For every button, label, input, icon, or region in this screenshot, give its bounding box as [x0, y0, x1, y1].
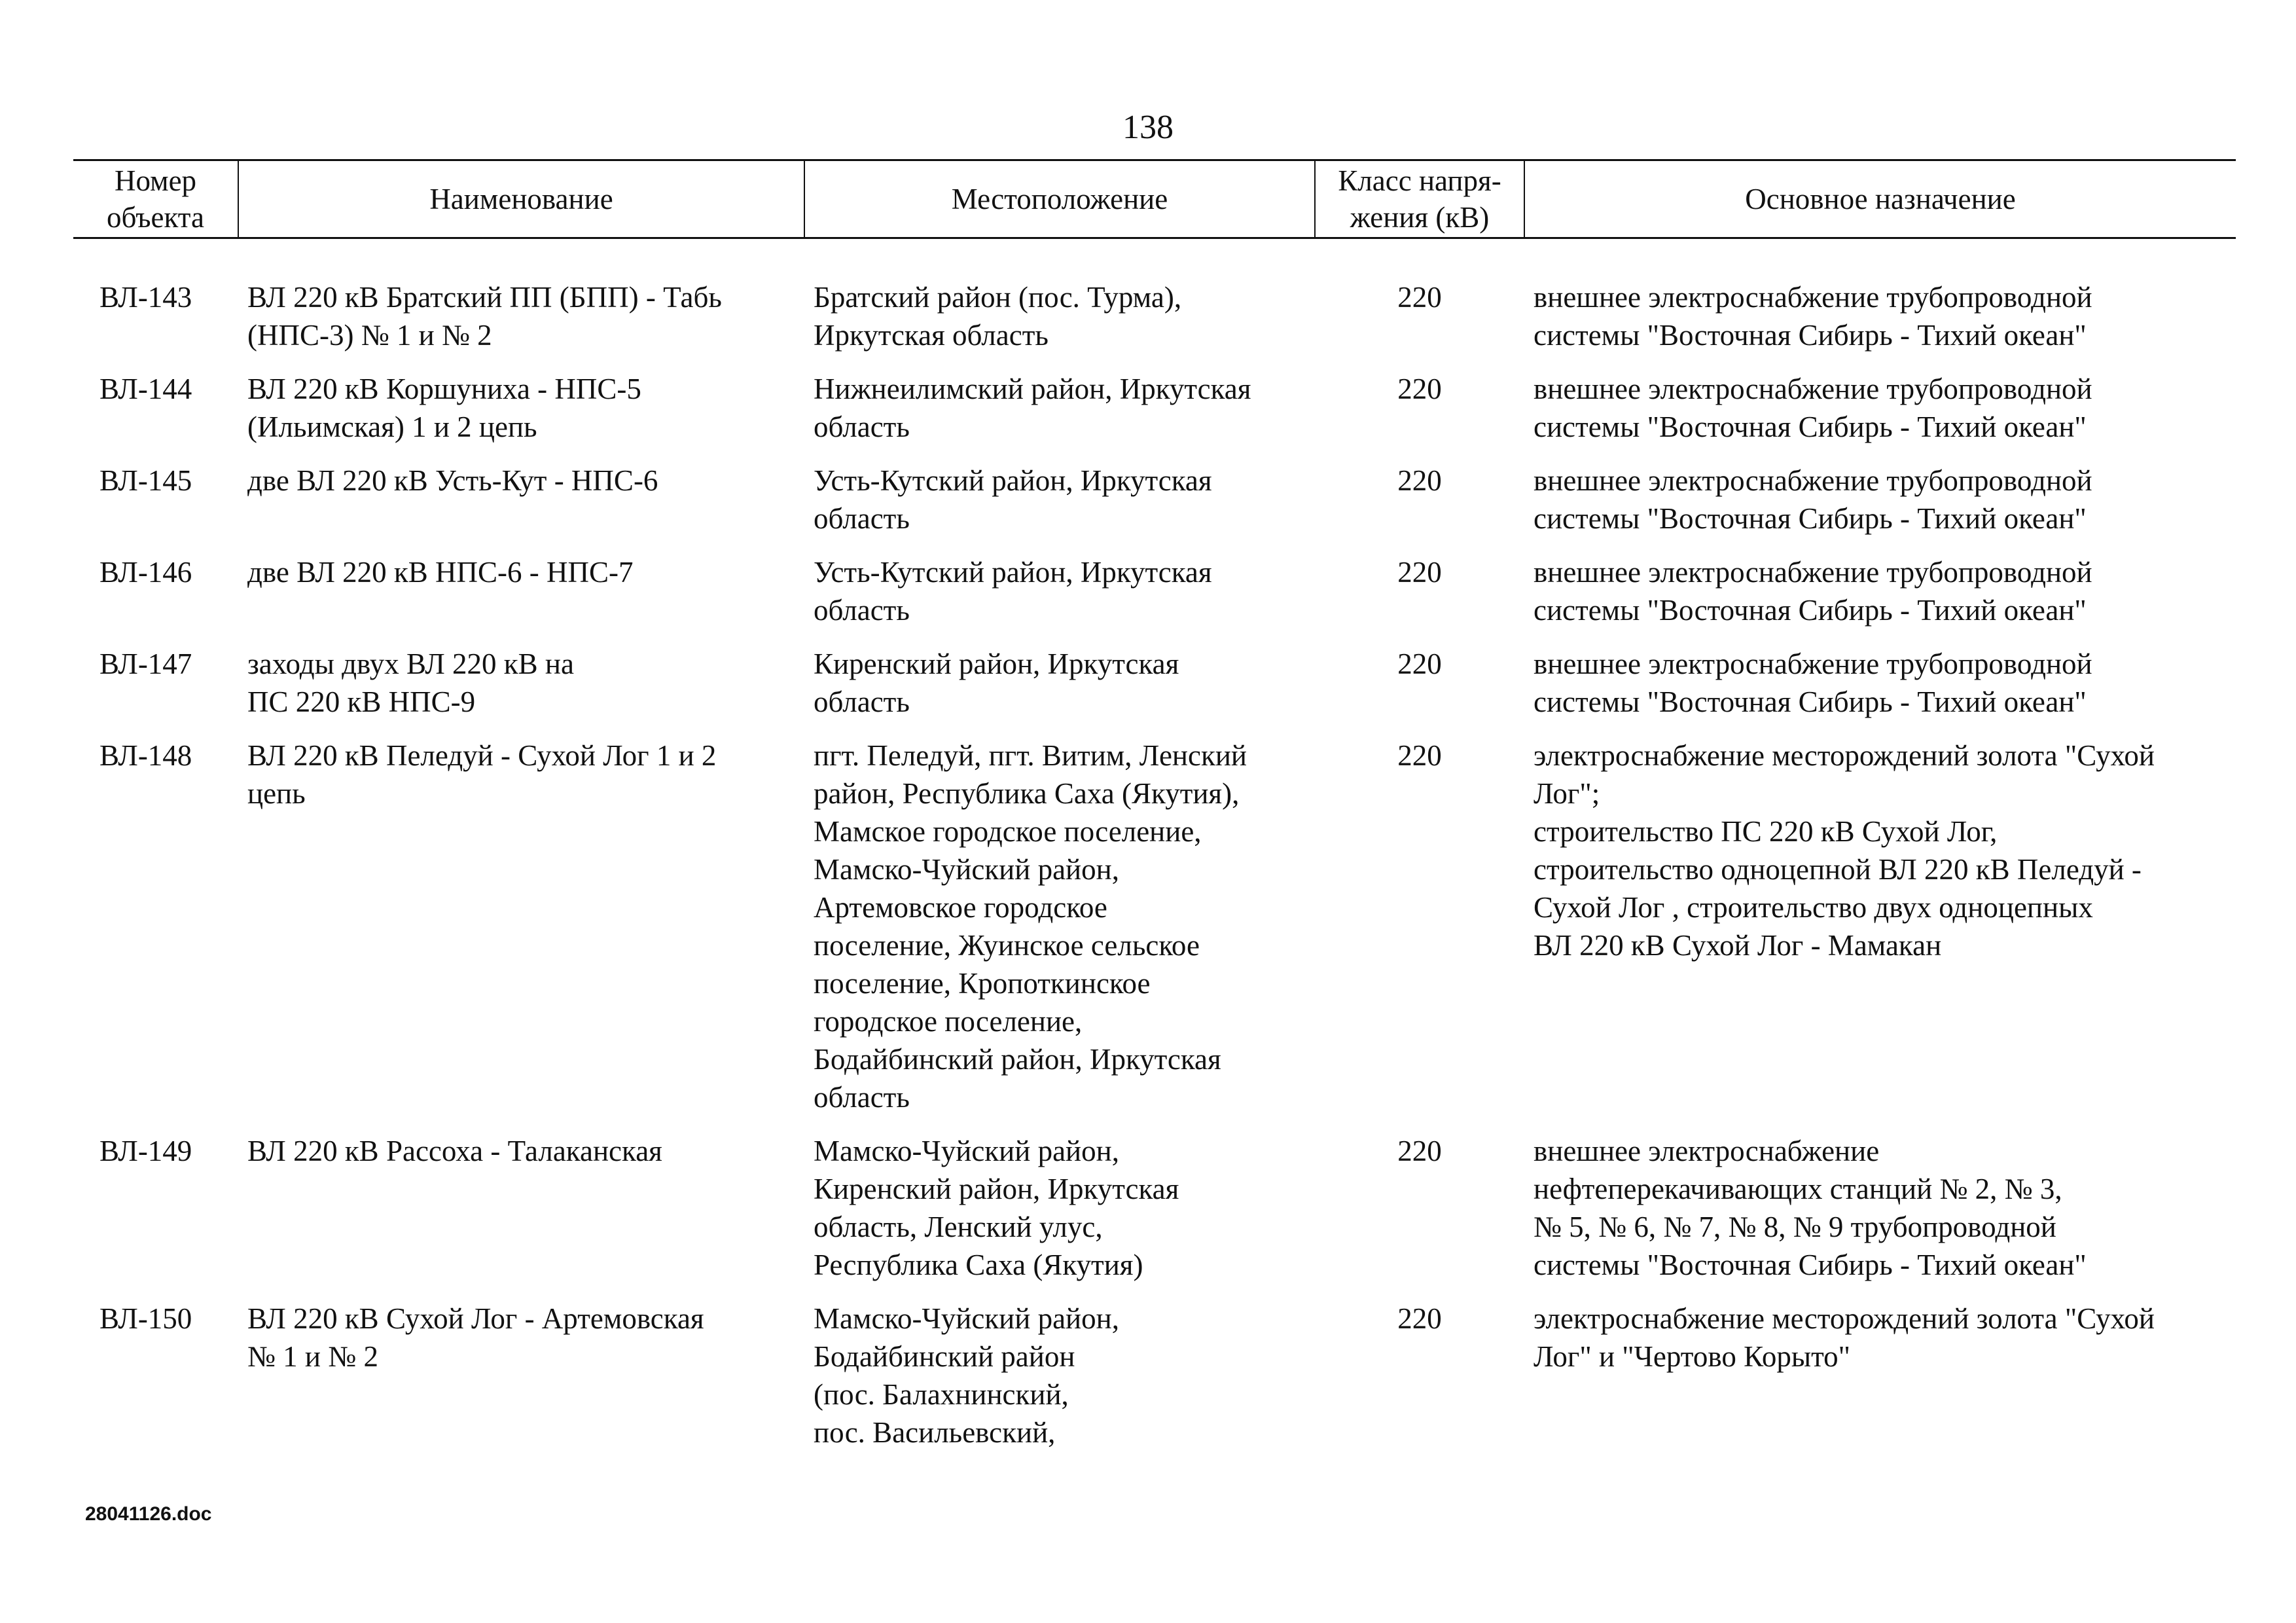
object-purpose: электроснабжение месторождений золота "Сухой Лог" и "Чертово Корыто" — [1534, 1302, 2155, 1373]
object-name: ВЛ 220 кВ Сухой Лог - Артемовская № 1 и № 2 — [247, 1302, 704, 1373]
object-voltage: 220 — [1397, 373, 1442, 405]
table-header-row — [73, 160, 2236, 238]
document-filename: 28041126.doc — [85, 1503, 212, 1525]
object-voltage: 220 — [1397, 1302, 1442, 1335]
table-row — [73, 1300, 2236, 1467]
object-purpose: внешнее электроснабжение трубопроводной системы "Восточная Сибирь - Тихий океан" — [1534, 556, 2092, 627]
table-row — [73, 737, 2236, 1132]
object-number: ВЛ-150 — [99, 1302, 192, 1335]
object-name: ВЛ 220 кВ Пеледуй - Сухой Лог 1 и 2 цепь — [247, 739, 717, 810]
objects-table — [73, 159, 2236, 1467]
object-purpose: внешнее электроснабжение трубопроводной системы "Восточная Сибирь - Тихий океан" — [1534, 464, 2092, 535]
object-location: пгт. Пеледуй, пгт. Витим, Ленский район, Республика Саха (Якутия), Мамское городское поселение, Мамско-Чуйский район, Артемовское городское поселение, Жуинское сельское поселение, Кропоткинское городское поселение, Бодайбинский район, Иркутская область — [814, 739, 1247, 1114]
object-name: ВЛ 220 кВ Коршуниха - НПС-5 (Ильимская) 1 и 2 цепь — [247, 373, 641, 443]
object-purpose: внешнее электроснабжение нефтеперекачивающих станций № 2, № 3, № 5, № 6, № 7, № 8, № 9 трубопроводной системы "Восточная Сибирь - Тихий океан" — [1534, 1135, 2087, 1281]
object-location: Мамско-Чуйский район, Бодайбинский район (пос. Балахнинский, пос. Васильевский, — [814, 1302, 1119, 1449]
object-number: ВЛ-145 — [99, 464, 192, 497]
object-number: ВЛ-148 — [99, 739, 192, 772]
table-row — [73, 645, 2236, 737]
object-location: Киренский район, Иркутская область — [814, 647, 1179, 718]
object-voltage: 220 — [1397, 739, 1442, 772]
table-body — [73, 238, 2236, 1468]
object-location: Мамско-Чуйский район, Киренский район, Иркутская область, Ленский улус, Республика Саха (Якутия) — [814, 1135, 1179, 1281]
object-location: Братский район (пос. Турма), Иркутская область — [814, 281, 1182, 352]
object-number: ВЛ-149 — [99, 1135, 192, 1167]
object-voltage: 220 — [1397, 281, 1442, 314]
object-name: заходы двух ВЛ 220 кВ на ПС 220 кВ НПС-9 — [247, 647, 574, 718]
object-number: ВЛ-146 — [99, 556, 192, 589]
header-object-number: Номер объекта — [73, 160, 238, 238]
header-purpose: Основное назначение — [1524, 160, 2236, 238]
object-voltage: 220 — [1397, 556, 1442, 589]
object-purpose: внешнее электроснабжение трубопроводной системы "Восточная Сибирь - Тихий океан" — [1534, 373, 2092, 443]
object-name: ВЛ 220 кВ Братский ПП (БПП) - Табь (НПС-3) № 1 и № 2 — [247, 281, 722, 352]
header-location: Местоположение — [804, 160, 1315, 238]
object-voltage: 220 — [1397, 647, 1442, 680]
table-row — [73, 553, 2236, 645]
object-purpose: электроснабжение месторождений золота "Сухой Лог"; строительство ПС 220 кВ Сухой Лог, строительство одноцепной ВЛ 220 кВ Пеледуй - Сухой Лог , строительство двух одноцепных ВЛ 220 кВ Сухой Лог - Мамакан — [1534, 739, 2155, 962]
page-number: 138 — [1122, 109, 1174, 146]
table-header — [73, 160, 2236, 238]
object-purpose: внешнее электроснабжение трубопроводной системы "Восточная Сибирь - Тихий океан" — [1534, 647, 2092, 718]
header-voltage-class: Класс напря- жения (кВ) — [1315, 160, 1524, 238]
object-name: две ВЛ 220 кВ НПС-6 - НПС-7 — [247, 556, 634, 589]
object-number: ВЛ-147 — [99, 647, 192, 680]
table-row — [73, 462, 2236, 553]
object-name: ВЛ 220 кВ Рассоха - Талаканская — [247, 1135, 662, 1167]
object-purpose: внешнее электроснабжение трубопроводной системы "Восточная Сибирь - Тихий океан" — [1534, 281, 2092, 352]
object-voltage: 220 — [1397, 464, 1442, 497]
header-name: Наименование — [238, 160, 804, 238]
table-row — [73, 278, 2236, 370]
object-voltage: 220 — [1397, 1135, 1442, 1167]
object-location: Усть-Кутский район, Иркутская область — [814, 556, 1212, 627]
object-location: Нижнеилимский район, Иркутская область — [814, 373, 1251, 443]
object-number: ВЛ-143 — [99, 281, 192, 314]
table-spacer-row — [73, 238, 2236, 279]
object-number: ВЛ-144 — [99, 373, 192, 405]
object-location: Усть-Кутский район, Иркутская область — [814, 464, 1212, 535]
table-row — [73, 370, 2236, 462]
table-row — [73, 1132, 2236, 1300]
object-name: две ВЛ 220 кВ Усть-Кут - НПС-6 — [247, 464, 658, 497]
